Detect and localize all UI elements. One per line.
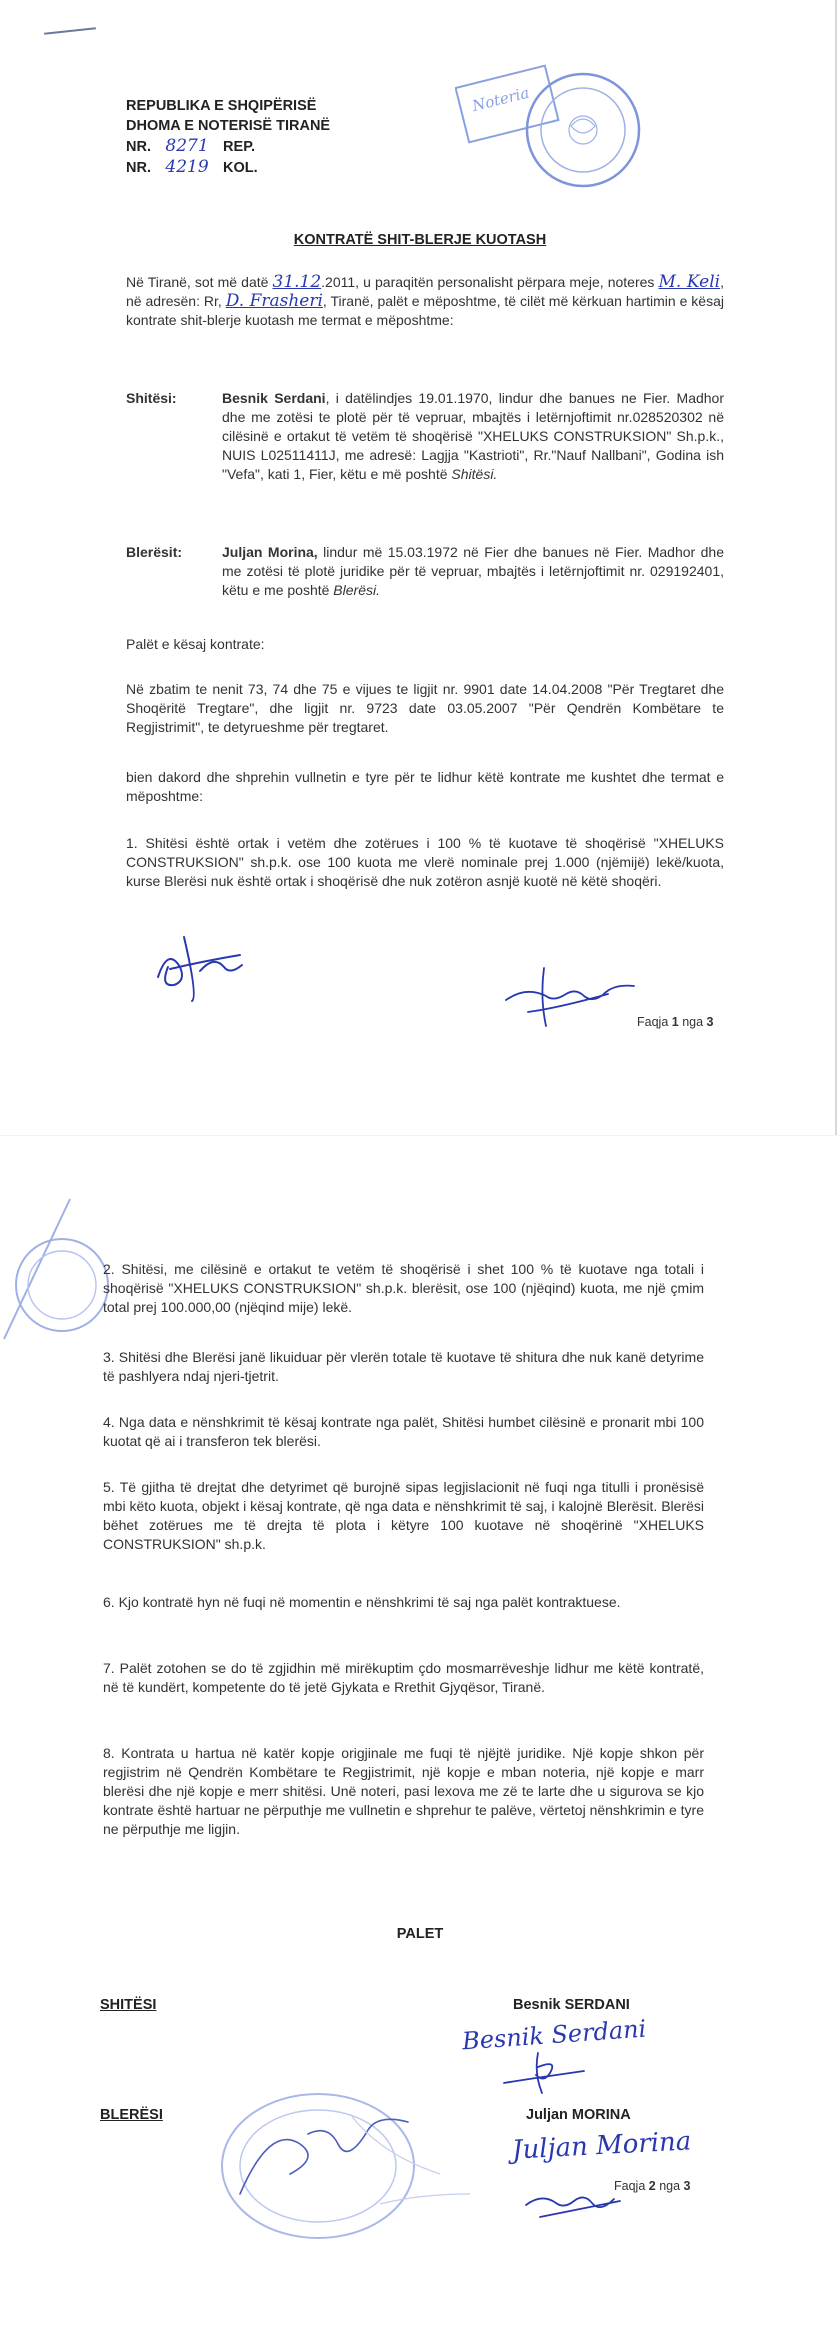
clause-8: 8. Kontrata u hartua në katër kopje origjinale me fuqi të njëjtë juridike. Një kopje shkon për regjistrim në Qendrën Kombëtare te Regjistrimit, një kopje e mban noteria, një kopje e marr blerësi dhe një kopje e merr shitësi. Unë noteri, pasi lexova me zë te larte dhe u sigurova se kjo kontrate është hartuar ne përputhje me vullnetin e shprehur te palëve, vërtetoj nënshkrimin e tyre ne përputhje me ligjin. [103,1745,704,1837]
buyer-printed-name: Juljan MORINA [526,2107,631,2123]
address-handwritten: D. Frasheri [225,291,323,311]
document-header [126,96,486,178]
page-separator [0,1135,840,1160]
page-2-footer: Faqja 2 nga 3 [614,2179,691,2193]
republic-line: REPUBLIKA E SHQIPËRISË [126,98,317,114]
agreement-paragraph: bien dakord dhe shprehin vullnetin e tyre për te lidhur këtë kontrate me kushtet dhe termat e mëposhtme: [126,769,724,804]
buyer-label: Blerësit: [126,544,183,560]
rep-line: NR. 8271 REP. [126,136,256,156]
clause-2: 2. Shitësi, me cilësinë e ortakut te vetëm të shoqërisë i shet 100 % të kuotave nga totali i shoqërisë "XHELUKS CONSTRUKSION" sh.p.k. blerësit, ose 100 (njëqind) kuota, me një çmim total prej 100.000,00 (njëqind mije) lekë. [103,1261,704,1315]
seller-signature-label: SHITËSI [100,1997,157,2013]
page-1-footer: Faqja 1 nga 3 [637,1015,714,1029]
legal-basis-paragraph: Në zbatim te nenit 73, 74 dhe 75 e vijues te ligjit nr. 9901 date 14.04.2008 "Për Tregtaret dhe Shoqëritë Tregtare", dhe ligjit nr. 9723 date 03.05.2007 "Për Qendrën Kombëtare te Regjistrimit", te detyrueshme për tregtaret. [126,681,724,735]
stamp-scribble: Noteria [470,83,531,116]
seller-initials-icon [498,2047,598,2097]
edge-stamp-icon [0,1189,120,1369]
scan-edge-line [835,0,837,1135]
intro-paragraph: Në Tiranë, sot më datë 31.12.2011, u paraqitën personalisht përpara meje, noteres M. Keli, në adresën: Rr, D. Frasheri, Tiranë, palët e mëposhtme, të cilët më kërkuan hartimin e kësaj kontrate shit-blerje kuotash me termat e mëposhtme: [126,272,724,328]
parties-heading: PALET [396,1926,444,1942]
seller-name: Besnik Serdani [222,390,326,406]
chamber-line: DHOMA E NOTERISË TIRANË [126,118,331,134]
page-1 [0,0,840,1135]
buyer-handwritten-name: Juljan Morina [511,2126,692,2166]
date-handwritten: 31.12 [272,272,322,292]
clause-5: 5. Të gjitha të drejtat dhe detyrimet që burojnë sipas legjislacionit në fuqi nga titulli i pronësisë mbi këto kuota, objekt i kësaj kontrate, që nga data e nënshkrimit të saj, i kalojnë Blerësit. Blerësi bëhet zotërues me të drejta të plota i këtyre 100 kuotave në shoqërinë "XHELUKS CONSTRUKSION" sh.p.k. [103,1479,704,1552]
rep-number-handwritten: 8271 [165,136,209,156]
buyer-name: Juljan Morina, [222,544,318,560]
clause-6: 6. Kjo kontratë hyn në fuqi në momentin e nënshkrimi të saj nga palët kontraktuese. [103,1594,621,1610]
seller-label: Shitësi: [126,390,177,406]
kol-number-handwritten: 4219 [165,157,209,177]
page-2 [0,1159,840,2326]
buyer-signature-icon [498,960,648,1030]
clause-1: 1. Shitësi është ortak i vetëm dhe zotërues i 100 % të kuotave të shoqërisë "XHELUKS CONSTRUKSION" sh.p.k. ose 100 kuota me vlerë nominale prej 1.000 (njëmijë) lekë/kuota, kurse Blerësi nuk është ortak i shoqërisë dhe nuk zotëron asnjë kuotë në këtë shoqëri. [126,835,724,889]
scan-mark [44,27,96,34]
seller-block: Shitësi: Besnik Serdani, i datëlindjes 19.01.1970, lindur dhe banues ne Fier. Madhor dhe me zotësi te plotë për të vepruar, mbajtës i letërnjoftimit nr.028520302 në cilësinë e ortakut të vetëm të shoqërisë "XHELUKS CONSTRUKSION" Sh.p.k., NUIS L02511411J, me adresë: Lagjja "Kastrioti", Rr."Nauf Nallbani", Godina ish "Vefa", kati 1, Fier, këtu e më poshtë Shitësi. [126,390,725,482]
buyer-signature-label: BLERËSI [100,2107,163,2123]
clause-7: 7. Palët zotohen se do të zgjidhin më mirëkuptim çdo mosmarrëveshje lidhur me këtë kontratë, në të kundërt, kompetente do të jetë Gjykata e Rrethit Gjyqësor, Tiranë. [103,1660,704,1695]
clause-3: 3. Shitësi dhe Blerësi janë likuiduar për vlerën totale të kuotave të shitura dhe nuk kanë detyrime të pashlyera ndaj njeri-tjetrit. [103,1349,704,1384]
seller-signature-icon [150,925,260,1005]
buyer-block: Blerësit: Juljan Morina, lindur më 15.03.1972 në Fier dhe banues në Fier. Madhor dhe me zotësi të plotë juridike për të vepruar, mbajtës i letërnjoftimit nr. 029192401, këtu e me poshtë Blerësi. [126,544,724,598]
notary-handwritten: M. Keli [658,272,721,292]
seller-handwritten-name: Besnik Serdani [461,2014,648,2056]
contract-title: KONTRATË SHIT-BLERJE KUOTASH [293,232,547,248]
clause-4: 4. Nga data e nënshkrimit të kësaj kontrate nga palët, Shitësi humbet cilësinë e pronarit mbi 100 kuotat që ai i transferon tek blerësi. [103,1414,704,1449]
parties-line: Palët e kësaj kontrate: [126,636,265,652]
notary-seal-icon [200,2074,500,2249]
kol-line: NR. 4219 KOL. [126,157,258,177]
seller-printed-name: Besnik SERDANI [513,1997,630,2013]
